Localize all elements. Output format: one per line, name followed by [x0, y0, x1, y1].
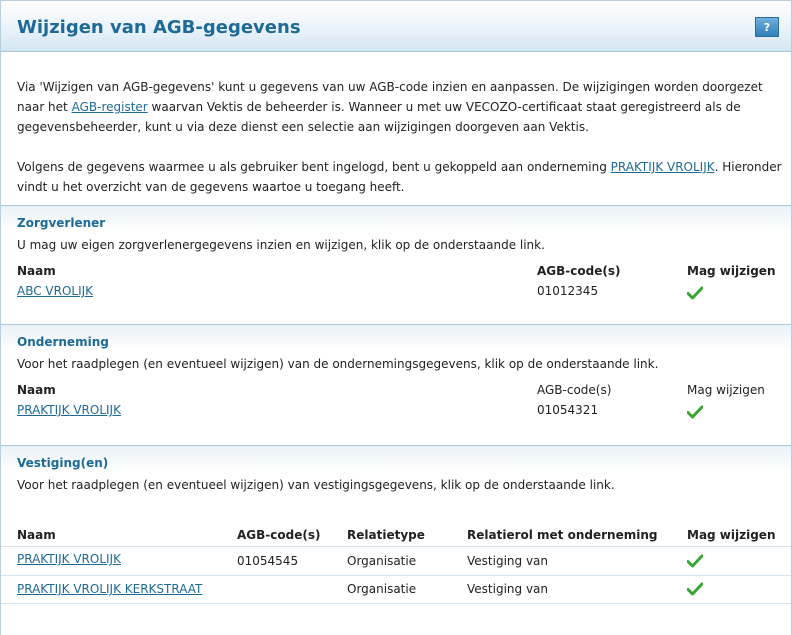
agb-register-link[interactable]: AGB-register: [71, 100, 148, 114]
zorgverlener-description: U mag uw eigen zorgverlenergegevens inzien en wijzigen, klik op de onderstaande link.: [17, 238, 545, 252]
vestiging-name-link[interactable]: PRAKTIJK VROLIJK KERKSTRAAT: [17, 582, 203, 596]
intro-text: [17, 77, 787, 197]
zorgverlener-name-link[interactable]: ABC VROLIJK: [17, 284, 94, 298]
zorgverlener-section: [1, 205, 791, 324]
table-header-divider: [1, 546, 791, 547]
check-icon: [687, 582, 703, 596]
table-row-divider: [1, 575, 791, 576]
intro-p1-text-before: Via 'Wijzigen van AGB-gegevens' kunt u gegevens van uw AGB-code inzien en aanpassen. De wijzigingen worden doorgezet naar het: [17, 80, 763, 114]
zorgverlener-col-edit: Mag wijzigen: [687, 264, 776, 278]
vestiging-relatietype: Organisatie: [347, 554, 417, 568]
page-header: [1, 1, 791, 52]
intro-p1-text-after: waarvan Vektis de beheerder is. Wanneer u met uw VECOZO-certificaat staat geregistreerd als de gegevensbeheerder, kunt u via deze dienst een selectie aan wijzigingen doorgeven aan Vektis.: [17, 100, 741, 134]
onderneming-description: Voor het raadplegen (en eventueel wijzigen) van de ondernemingsgegevens, klik op de onderstaande link.: [17, 357, 659, 371]
onderneming-agb-code: 01054321: [537, 403, 599, 417]
onderneming-title: Onderneming: [17, 335, 109, 349]
zorgverlener-title: Zorgverlener: [17, 216, 106, 230]
check-icon: [687, 286, 703, 300]
zorgverlener-col-agb: AGB-code(s): [537, 264, 621, 278]
intro-p2-text-before: Volgens de gegevens waarmee u als gebruiker bent ingelogd, bent u gekoppeld aan onderneming: [17, 160, 611, 174]
onderneming-col-name: Naam: [17, 383, 56, 397]
page-title: Wijzigen van AGB-gegevens: [17, 17, 301, 38]
vestigingen-col-agb: AGB-code(s): [237, 528, 321, 542]
check-icon: [687, 405, 703, 419]
vestigingen-description: Voor het raadplegen (en eventueel wijzigen) van vestigingsgegevens, klik op de onderstaande link.: [17, 478, 615, 492]
onderneming-section: [1, 324, 791, 445]
zorgverlener-col-name: Naam: [17, 264, 56, 278]
vestiging-agb-code: 01054545: [237, 554, 299, 568]
onderneming-name-link[interactable]: PRAKTIJK VROLIJK: [17, 403, 121, 417]
vestigingen-col-name: Naam: [17, 528, 56, 542]
onderneming-col-agb: AGB-code(s): [537, 383, 612, 397]
vestigingen-col-edit: Mag wijzigen: [687, 528, 776, 542]
vestiging-relatietype: Organisatie: [347, 582, 417, 596]
help-button[interactable]: ?: [755, 17, 779, 37]
vestiging-relatierol: Vestiging van: [467, 554, 548, 568]
intro-paragraph-2: [17, 157, 787, 197]
vestigingen-col-role: Relatierol met onderneming: [467, 528, 658, 542]
intro-paragraph-1: [17, 77, 787, 137]
onderneming-col-edit: Mag wijzigen: [687, 383, 765, 397]
check-icon: [687, 554, 703, 568]
vestiging-name-link[interactable]: PRAKTIJK VROLIJK: [17, 552, 121, 566]
vestiging-relatierol: Vestiging van: [467, 582, 548, 596]
vestigingen-col-type: Relatietype: [347, 528, 425, 542]
intro-p2-text-after: . Hieronder vindt u het overzicht van de gegevens waartoe u toegang heeft.: [17, 160, 782, 194]
onderneming-link[interactable]: PRAKTIJK VROLIJK: [610, 160, 715, 174]
table-row-divider: [1, 603, 791, 604]
vestigingen-section: [1, 445, 791, 635]
zorgverlener-agb-code: 01012345: [537, 284, 599, 298]
vestigingen-title: Vestiging(en): [17, 456, 109, 470]
